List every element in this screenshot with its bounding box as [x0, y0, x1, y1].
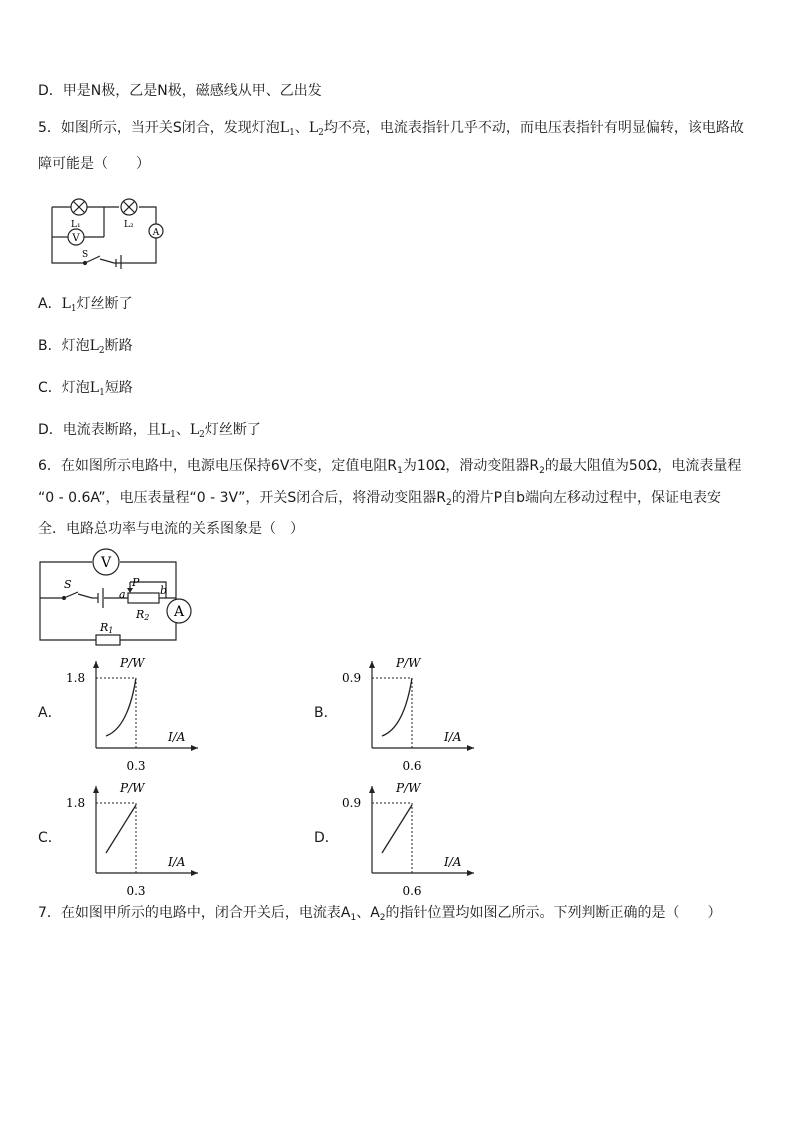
x-axis-arrow — [191, 870, 198, 876]
q6-end-a-label: a — [119, 588, 126, 601]
q7-stem: 7．在如图甲所示的电路中，闭合开关后，电流表$A_1$、$A_2$的指针位置均如图乙所示。下列判断正确的是（ ） — [38, 905, 722, 923]
q6-option-a-label[interactable]: A． — [38, 705, 62, 721]
q6-option-c-graph[interactable] — [58, 780, 208, 898]
y-axis-label: P/W — [120, 781, 145, 795]
x-axis-label: I/A — [168, 855, 186, 869]
q6-stem-line1: 6．在如图所示电路中，电源电压保持6V不变，定值电阻$R_1$为10Ω，滑动变阻器$R_2$的最大阻值为50Ω，电流表量程 — [38, 458, 742, 476]
q6-option-d-graph[interactable] — [334, 780, 484, 898]
power-curve — [382, 678, 412, 736]
q6-stem-line2: “0 - 0.6A”，电压表量程“0 - 3V”，开关S闭合后，将滑动变阻器$R_2$的滑片P自b端向左移动过程中，保证电表安 — [38, 490, 722, 508]
q6-r2-label: R2 — [136, 608, 150, 622]
q5-voltmeter-label: V — [72, 233, 80, 244]
x-axis-arrow — [467, 870, 474, 876]
ymax-tick-label: 0.9 — [342, 671, 362, 685]
q6-option-b-label[interactable]: B． — [314, 705, 338, 721]
q4-option-d: D．甲是N极，乙是N极，磁感线从甲、乙出发 — [38, 83, 322, 99]
q6-ammeter-label: A — [173, 604, 185, 620]
y-axis-arrow — [369, 786, 375, 793]
q6-option-c-label[interactable]: C． — [38, 830, 62, 846]
q5-sep: 、 — [294, 120, 309, 136]
y-axis-arrow — [369, 661, 375, 668]
q5-lamp-l2 — [121, 199, 137, 215]
q6-stem-line3: 全．电路总功率与电流的关系图象是（ ） — [38, 521, 304, 537]
y-axis-label: P/W — [396, 656, 421, 670]
q5-option-d[interactable]: D．电流表断路，且$L_1$、$L_2$灯丝断了 — [38, 422, 261, 440]
q5-circuit-diagram — [44, 193, 164, 269]
y-axis-arrow — [93, 786, 99, 793]
q6-option-d-label[interactable]: D． — [314, 830, 339, 846]
q6-switch-label: S — [64, 578, 72, 591]
xmax-tick-label: 0.3 — [126, 884, 146, 898]
q5-stem-line1 — [38, 117, 744, 144]
x-axis-label: I/A — [168, 730, 186, 744]
q6-r1-label: R1 — [100, 621, 114, 635]
q6-circuit-diagram — [36, 548, 200, 646]
q5-stem-pre: 5．如图所示，当开关S闭合，发现灯泡 — [38, 120, 280, 136]
xmax-tick-label: 0.6 — [402, 884, 422, 898]
x-axis-arrow — [467, 745, 474, 751]
q5-switch-label: S — [82, 250, 89, 260]
ymax-tick-label: 1.8 — [66, 796, 86, 810]
q5-option-c[interactable]: C．灯泡$L_1$短路 — [38, 380, 133, 398]
xmax-tick-label: 0.3 — [126, 759, 146, 773]
q5-lamp1-label: L₁ — [71, 220, 81, 230]
q5-option-b[interactable]: B．灯泡$L_2$断路 — [38, 338, 133, 356]
q6-end-b-label: b — [160, 584, 168, 597]
xmax-tick-label: 0.6 — [402, 759, 422, 773]
q5-option-a[interactable]: A．$L_1$灯丝断了 — [38, 296, 133, 314]
q5-L2: $L_2$ — [308, 120, 324, 138]
q6-slider-label: P — [132, 576, 140, 589]
ymax-tick-label: 1.8 — [66, 671, 86, 685]
power-curve — [106, 678, 136, 736]
q5-L1: $L_1$ — [279, 120, 295, 138]
q6-option-a-graph[interactable] — [58, 655, 208, 773]
x-axis-arrow — [191, 745, 198, 751]
ymax-tick-label: 0.9 — [342, 796, 362, 810]
x-axis-label: I/A — [444, 855, 462, 869]
q5-lamp-l1 — [71, 199, 87, 215]
power-line — [382, 805, 412, 853]
q5-stem-mid: 均不亮，电流表指针几乎不动，而电压表指针有明显偏转，该电路故 — [323, 120, 744, 136]
y-axis-label: P/W — [396, 781, 421, 795]
q5-lamp2-label: L₂ — [124, 220, 134, 230]
x-axis-label: I/A — [444, 730, 462, 744]
y-axis-label: P/W — [120, 656, 145, 670]
y-axis-arrow — [93, 661, 99, 668]
power-line — [106, 805, 136, 853]
q6-voltmeter-label: V — [100, 555, 112, 571]
q6-option-b-graph[interactable] — [334, 655, 484, 773]
q5-ammeter-label: A — [152, 228, 160, 238]
q5-stem-line2: 障可能是（ ） — [38, 156, 150, 172]
